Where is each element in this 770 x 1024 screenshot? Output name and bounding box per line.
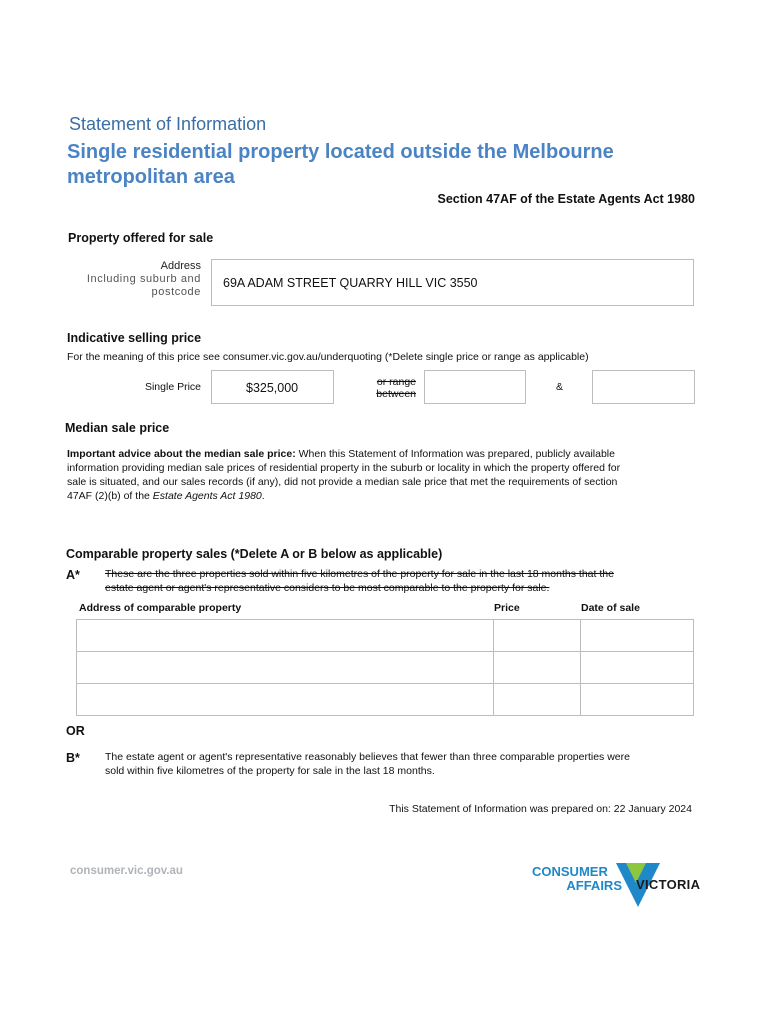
single-price-field[interactable] [211,370,334,404]
option-b-line-2: sold within five kilometres of the property for sale in the last 18 months. [105,765,435,777]
or-label: OR [66,724,85,738]
comparable-address-cell[interactable] [77,652,494,684]
comparable-date-cell[interactable] [581,620,694,652]
table-row [77,684,694,716]
table-row [77,620,694,652]
address-value: 69A ADAM STREET QUARRY HILL VIC 3550 [223,276,478,290]
median-section-title: Median sale price [65,421,170,435]
prepared-date: This Statement of Information was prepared on: 22 January 2024 [389,803,692,815]
range-high-field[interactable] [592,370,695,404]
median-advice-line-4-a: 47AF (2)(b) of the [67,490,153,502]
address-label: Address [160,260,201,272]
title-line-1: Single residential property located outside the Melbourne [67,141,614,163]
comparable-date-cell[interactable] [581,684,694,716]
comparable-price-cell[interactable] [494,652,581,684]
median-advice-act-name: Estate Agents Act 1980 [152,490,262,502]
median-advice-line-3: sale is situated, and our sales records (if any), did not provide a median sale price that met the requirements of section [67,476,618,488]
comparable-date-cell[interactable] [581,652,694,684]
option-a-line-1: These are the three properties sold within five kilometres of the property for sale in the last 18 months that the [105,568,614,580]
median-advice-line-4-b: . [261,490,265,502]
option-b-line-1: The estate agent or agent's representative reasonably believes that fewer than three comparable properties were [105,751,630,763]
price-note: For the meaning of this price see consumer.vic.gov.au/underquoting (*Delete single price or range as applicable) [67,351,589,363]
comparable-table [76,619,694,716]
address-sublabel-2: postcode [151,286,201,298]
col-header-address: Address of comparable property [79,602,242,614]
option-a-line-2: estate agent or agent's representative considers to be most comparable to the property for sale. [105,582,550,594]
address-sublabel-1: Including suburb and [86,273,201,285]
col-header-price: Price [494,602,520,614]
comparable-price-cell[interactable] [494,620,581,652]
title-line-2: metropolitan area [67,166,235,188]
range-label-line-1: or range [376,376,416,388]
range-and-label: & [556,381,564,393]
option-a-text [105,567,705,595]
logo-victoria-text: VICTORIA [636,877,701,892]
median-advice [67,447,707,503]
price-section-title: Indicative selling price [67,331,202,345]
address-field[interactable] [211,259,694,306]
comparable-section-title: Comparable property sales (*Delete A or B below as applicable) [66,547,443,561]
property-section-title: Property offered for sale [68,231,214,245]
single-price-label: Single Price [144,381,201,393]
single-price-value: $325,000 [246,381,299,395]
option-b-marker: B* [66,751,80,765]
median-advice-line-2: information providing median sale prices of residential property in the suburb or locality in which the property offered for [67,462,621,474]
document-title [67,140,707,190]
act-reference: Section 47AF of the Estate Agents Act 1980 [437,192,695,206]
document-type: Statement of Information [69,114,267,134]
comparable-address-cell[interactable] [77,684,494,716]
logo-consumer-text: CONSUMER [532,864,608,879]
table-row [77,652,694,684]
range-low-field[interactable] [424,370,526,404]
median-advice-line-1 [67,447,707,461]
median-advice-bold: Important advice about the median sale price: [67,448,296,460]
range-label-line-2: between [376,388,416,400]
median-advice-text: When this Statement of Information was prepared, publicly available [295,448,615,460]
option-a-marker: A* [66,568,80,582]
consumer-affairs-victoria-logo [532,863,702,913]
address-label-block [60,260,201,299]
comparable-price-cell[interactable] [494,684,581,716]
comparable-address-cell[interactable] [77,620,494,652]
col-header-date: Date of sale [581,602,640,614]
median-advice-line-4 [67,489,707,503]
range-label [340,376,416,400]
option-b-text [105,750,705,778]
footer-url[interactable]: consumer.vic.gov.au [70,865,183,877]
logo-affairs-text: AFFAIRS [566,878,622,893]
